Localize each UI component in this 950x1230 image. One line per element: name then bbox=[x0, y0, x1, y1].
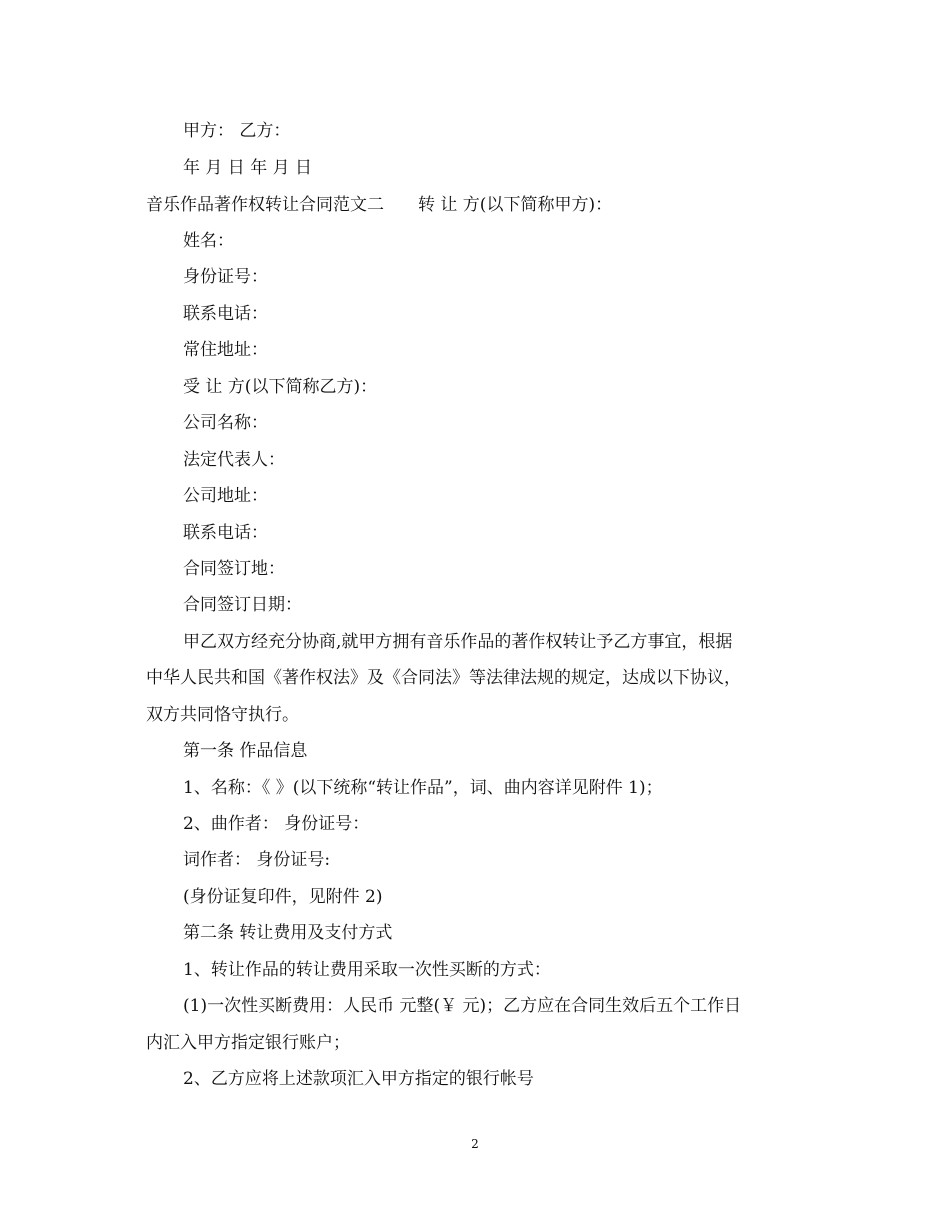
section-title: 音乐作品著作权转让合同范文二 bbox=[146, 195, 384, 215]
company-address-line: 公司地址： bbox=[183, 486, 268, 506]
composer-clause: 2、曲作者： 身份证号： bbox=[183, 814, 370, 834]
buyout-fee-clause-line-2: 内汇入甲方指定银行账户； bbox=[146, 1033, 350, 1053]
agreement-paragraph-line-3: 双方共同恪守执行。 bbox=[146, 705, 299, 725]
transferor-heading: 转 让 方(以下简称甲方)： bbox=[418, 195, 613, 215]
transferee-heading: 受 让 方(以下简称乙方)： bbox=[183, 377, 378, 397]
work-name-clause: 1、名称：《 》(以下统称“转让作品”，词、曲内容详见附件 1)； bbox=[183, 778, 663, 798]
address-line: 常住地址： bbox=[183, 340, 268, 360]
company-phone-line: 联系电话： bbox=[183, 523, 268, 543]
section-title-line bbox=[146, 194, 612, 216]
lyricist-clause: 词作者： 身份证号: bbox=[183, 850, 331, 870]
payment-method-clause: 1、转让作品的转让费用采取一次性买断的方式： bbox=[183, 960, 551, 980]
agreement-paragraph-line-1: 甲乙双方经充分协商,就甲方拥有音乐作品的著作权转让予乙方事宜，根据 bbox=[183, 632, 733, 652]
article-one-heading: 第一条 作品信息 bbox=[183, 741, 308, 761]
id-number-line: 身份证号： bbox=[183, 267, 268, 287]
buyout-fee-clause-line-1: (1)一次性买断费用：人民币 元整(￥ 元)；乙方应在合同生效后五个工作日 bbox=[183, 996, 742, 1016]
legal-representative-line: 法定代表人： bbox=[183, 450, 285, 470]
company-name-line: 公司名称： bbox=[183, 413, 268, 433]
signature-date-line: 年 月 日 年 月 日 bbox=[183, 158, 313, 178]
party-signature-line: 甲方： 乙方： bbox=[183, 121, 291, 141]
article-two-heading: 第二条 转让费用及支付方式 bbox=[183, 923, 393, 943]
agreement-paragraph-line-2: 中华人民共和国《著作权法》及《合同法》等法律法规的规定，达成以下协议， bbox=[146, 668, 741, 688]
signing-place-line: 合同签订地： bbox=[183, 559, 285, 579]
bank-transfer-clause: 2、乙方应将上述款项汇入甲方指定的银行帐号 bbox=[183, 1069, 534, 1089]
id-copy-note: (身份证复印件，见附件 2) bbox=[183, 887, 383, 907]
phone-line: 联系电话： bbox=[183, 304, 268, 324]
name-field-line: 姓名： bbox=[183, 231, 234, 251]
page-number: 2 bbox=[471, 1137, 479, 1151]
signing-date-line: 合同签订日期： bbox=[183, 595, 302, 615]
